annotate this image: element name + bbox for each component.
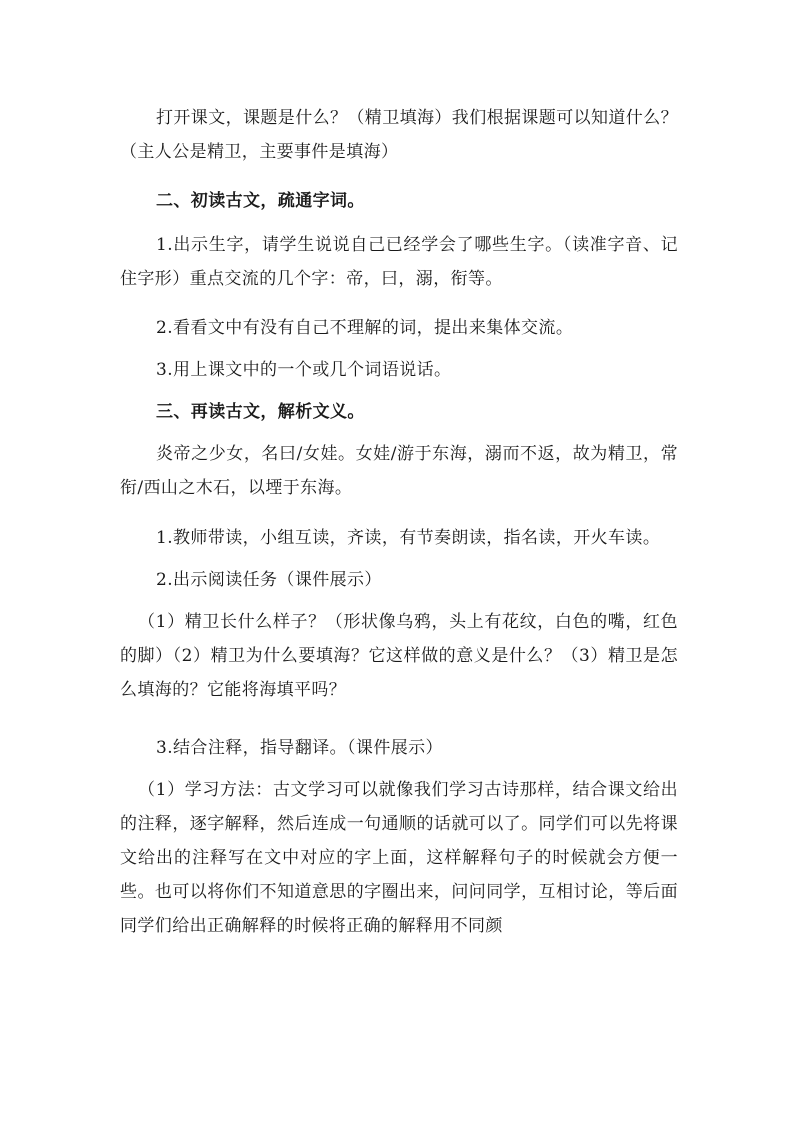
reading-step-1: 1.教师带读，小组互读，齐读，有节奏朗读，指名读，开火车读。: [156, 528, 661, 548]
section-heading-2: 二、初读古文，疏通字词。: [156, 191, 365, 211]
step-3-paragraph: 3.用上课文中的一个或几个词语说话。: [156, 360, 452, 380]
reading-step-3: 3.结合注释，指导翻译。（课件展示）: [156, 738, 443, 758]
reading-task-paragraph: （1）精卫长什么样子？（形状像乌鸦，头上有花纹，白色的嘴，红色的脚）（2）精卫为什么要填海？它这样做的意义是什么？（3）精卫是怎么填海的？它能将海填平吗？: [120, 612, 678, 700]
step-1-paragraph: 1.出示生字，请学生说说自己已经学会了哪些生字。（读准字音、记住字形）重点交流的几个字：帝，曰，溺，衔等。: [120, 235, 678, 289]
intro-paragraph: 打开课文，课题是什么？（精卫填海）我们根据课题可以知道什么？（主人公是精卫，主要事件是填海）: [120, 108, 678, 162]
learning-method-paragraph: （1）学习方法：古文学习可以就像我们学习古诗那样，结合课文给出的注释，逐字解释，然后连成一句通顺的话就可以了。同学们可以先将课文给出的注释写在文中对应的字上面，这样解释句子的时候就会方便一些。也可以将你们不知道意思的字圈出来，问问同学，互相讨论，等后面同学们给出正确解释的时候将正确的解释用不同颜: [120, 780, 678, 936]
step-2-paragraph: 2.看看文中有没有自己不理解的词，提出来集体交流。: [156, 318, 574, 338]
classical-text-paragraph: 炎帝之少女，名曰/女娃。女娃/游于东海，溺而不返，故为精卫，常衔/西山之木石，以堙于东海。: [120, 444, 678, 498]
reading-step-2: 2.出示阅读任务（课件展示）: [156, 570, 382, 590]
section-heading-3: 三、再读古文，解析文义。: [156, 402, 365, 422]
